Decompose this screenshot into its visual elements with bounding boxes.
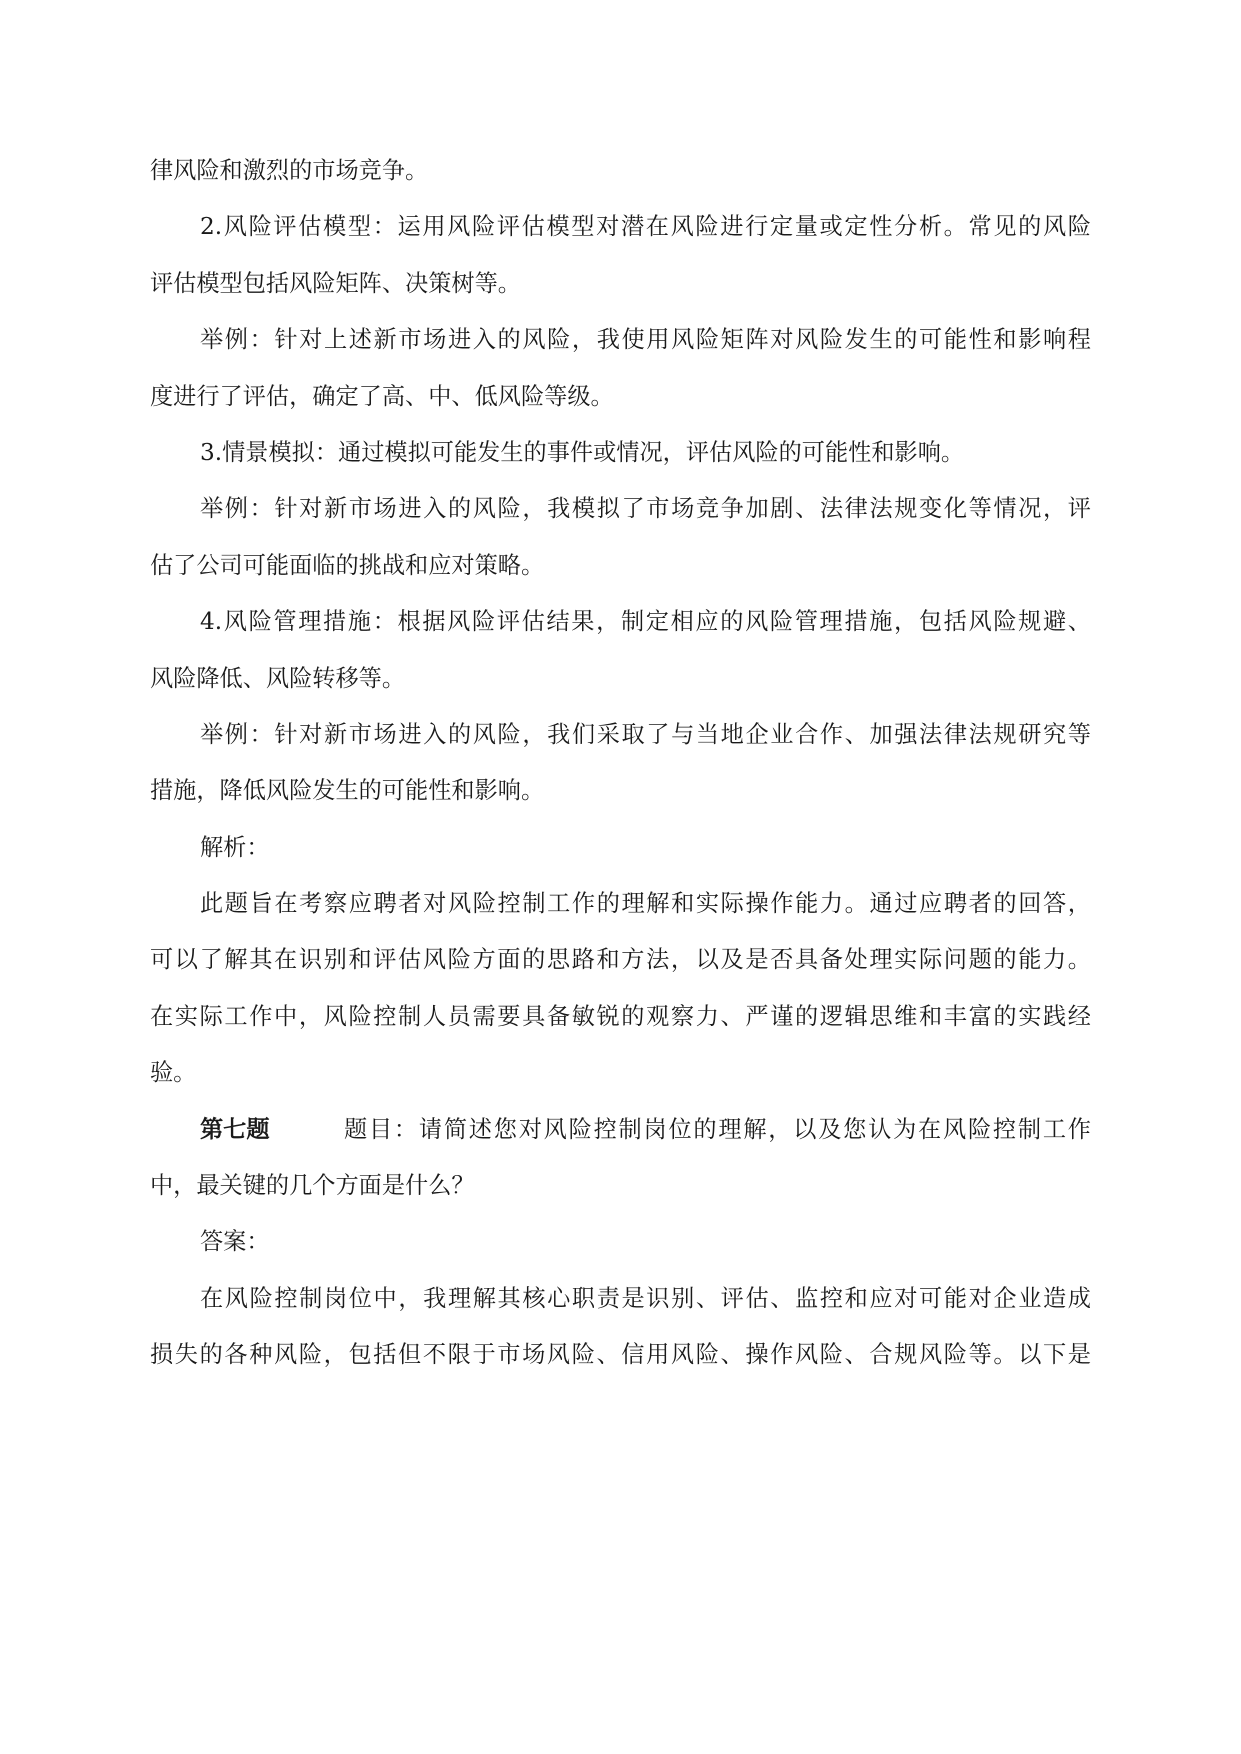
text-line: 举例：针对新市场进入的风险，我们采取了与当地企业合作、加强法律法规研究等 [200, 720, 1091, 748]
text-line: 验。 [150, 1059, 197, 1087]
text-line: 损失的各种风险，包括但不限于市场风险、信用风险、操作风险、合规风险等。以下是 [150, 1341, 1091, 1369]
text-line: 4.风险管理措施：根据风险评估结果，制定相应的风险管理措施，包括风险规避、 [200, 608, 1091, 636]
paragraph-risk-management-measures [150, 594, 1091, 707]
text-line: 中，最关键的几个方面是什么？ [150, 1172, 475, 1200]
text-line: 举例：针对新市场进入的风险，我模拟了市场竞争加剧、法律法规变化等情况，评 [200, 495, 1091, 523]
text-line: 在风险控制岗位中，我理解其核心职责是识别、评估、监控和应对可能对企业造成 [200, 1284, 1091, 1312]
paragraph-analysis-heading [150, 820, 1091, 876]
paragraph-scenario-simulation [150, 425, 1091, 481]
document-body [150, 143, 1091, 1384]
paragraph-risk-assessment-model [150, 199, 1091, 312]
paragraph-example-scenario [150, 481, 1091, 594]
paragraph-example-risk-matrix [150, 312, 1091, 425]
text-line: 评估模型包括风险矩阵、决策树等。 [150, 269, 521, 297]
question-line [150, 1102, 1091, 1158]
text-line: 律风险和激烈的市场竞争。 [150, 157, 429, 184]
text-line: 风险降低、风险转移等。 [150, 664, 406, 692]
text-line: 答案： [200, 1228, 270, 1256]
text-line: 此题旨在考察应聘者对风险控制工作的理解和实际操作能力。通过应聘者的回答， [200, 890, 1091, 918]
paragraph-continuation [150, 143, 1091, 199]
text-line: 估了公司可能面临的挑战和应对策略。 [150, 551, 545, 579]
text-line: 2.风险评估模型：运用风险评估模型对潜在风险进行定量或定性分析。常见的风险 [200, 213, 1091, 241]
text-line: 3.情景模拟：通过模拟可能发生的事件或情况，评估风险的可能性和影响。 [200, 438, 965, 466]
text-line: 举例：针对上述新市场进入的风险，我使用风险矩阵对风险发生的可能性和影响程 [200, 326, 1091, 354]
text-line: 在实际工作中，风险控制人员需要具备敏锐的观察力、严谨的逻辑思维和丰富的实践经 [150, 1002, 1091, 1030]
paragraph-answer [150, 1271, 1091, 1384]
text-line: 可以了解其在识别和评估风险方面的思路和方法，以及是否具备处理实际问题的能力。 [150, 946, 1091, 974]
question-number: 第七题 [200, 1115, 270, 1143]
text-line: 措施，降低风险发生的可能性和影响。 [150, 777, 545, 805]
question-seven [150, 1102, 1091, 1215]
text-line: 度进行了评估，确定了高、中、低风险等级。 [150, 382, 614, 410]
text-line: 解析： [200, 833, 270, 861]
question-text: 题目：请简述您对风险控制岗位的理解，以及您认为在风险控制工作 [344, 1115, 1091, 1143]
paragraph-example-measures [150, 707, 1091, 820]
paragraph-analysis [150, 876, 1091, 1102]
paragraph-answer-heading [150, 1214, 1091, 1270]
